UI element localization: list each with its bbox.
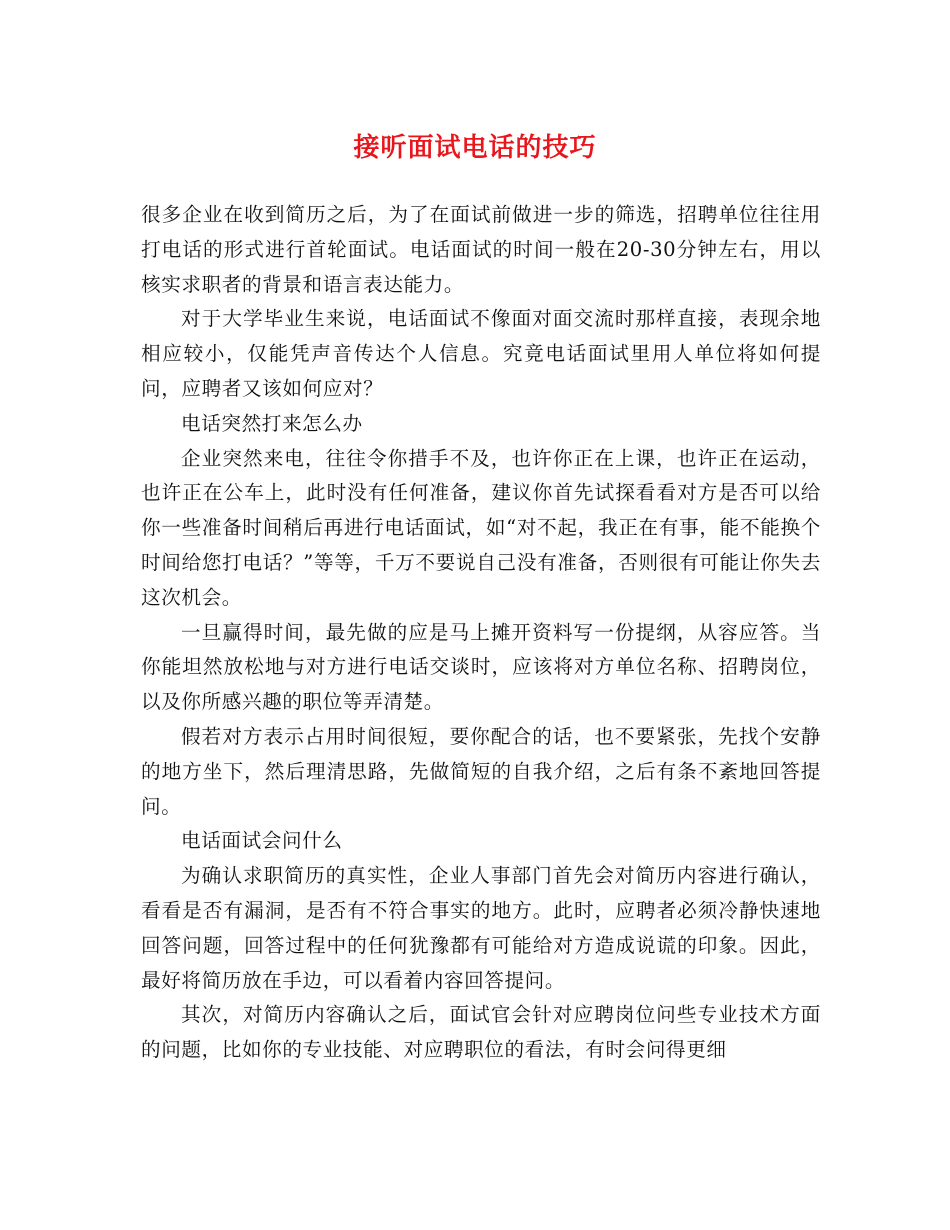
paragraph-short-time: 假若对方表示占用时间很短，要你配合的话，也不要紧张，先找个安静的地方坐下，然后理清思路，先做简短的自我介绍，之后有条不紊地回答提问。 — [141, 724, 821, 818]
paragraph-sudden-call: 企业突然来电，往往令你措手不及，也许你正在上课，也许正在运动，也许正在公车上，此时没有任何准备，建议你首先试探看看对方是否可以给你一些准备时间稍后再进行电话面试，如“对不起，我正在有事，能不能换个时间给您打电话？”等等，千万不要说自己没有准备，否则很有可能让你失去这次机会。 — [141, 446, 821, 609]
section-heading-what-asked: 电话面试会问什么 — [181, 829, 343, 853]
document-body — [141, 198, 821, 1068]
paragraph-verify-resume: 为确认求职简历的真实性，企业人事部门首先会对简历内容进行确认，看看是否有漏洞，是否有不符合事实的地方。此时，应聘者必须冷静快速地回答问题，回答过程中的任何犹豫都有可能给对方造成说谎的印象。因此，最好将简历放在手边，可以看着内容回答提问。 — [141, 864, 821, 992]
paragraph-gain-time: 一旦赢得时间，最先做的应是马上摊开资料写一份提纲，从容应答。当你能坦然放松地与对方进行电话交谈时，应该将对方单位名称、招聘岗位，以及你所感兴趣的职位等弄清楚。 — [141, 620, 821, 714]
section-heading-sudden-call: 电话突然打来怎么办 — [181, 411, 363, 435]
paragraph-graduates: 对于大学毕业生来说，电话面试不像面对面交流时那样直接，表现余地相应较小，仅能凭声音传达个人信息。究竟电话面试里用人单位将如何提问，应聘者又该如何应对？ — [141, 307, 821, 400]
document-title: 接听面试电话的技巧 — [353, 133, 597, 163]
paragraph-professional-questions: 其次，对简历内容确认之后，面试官会针对应聘岗位问些专业技术方面的问题，比如你的专业技能、对应聘职位的看法，有时会问得更细 — [141, 1003, 821, 1062]
paragraph-intro: 很多企业在收到简历之后，为了在面试前做进一步的筛选，招聘单位往往用打电话的形式进行首轮面试。电话面试的时间一般在20-30分钟左右，用以核实求职者的背景和语言表达能力。 — [141, 203, 821, 296]
